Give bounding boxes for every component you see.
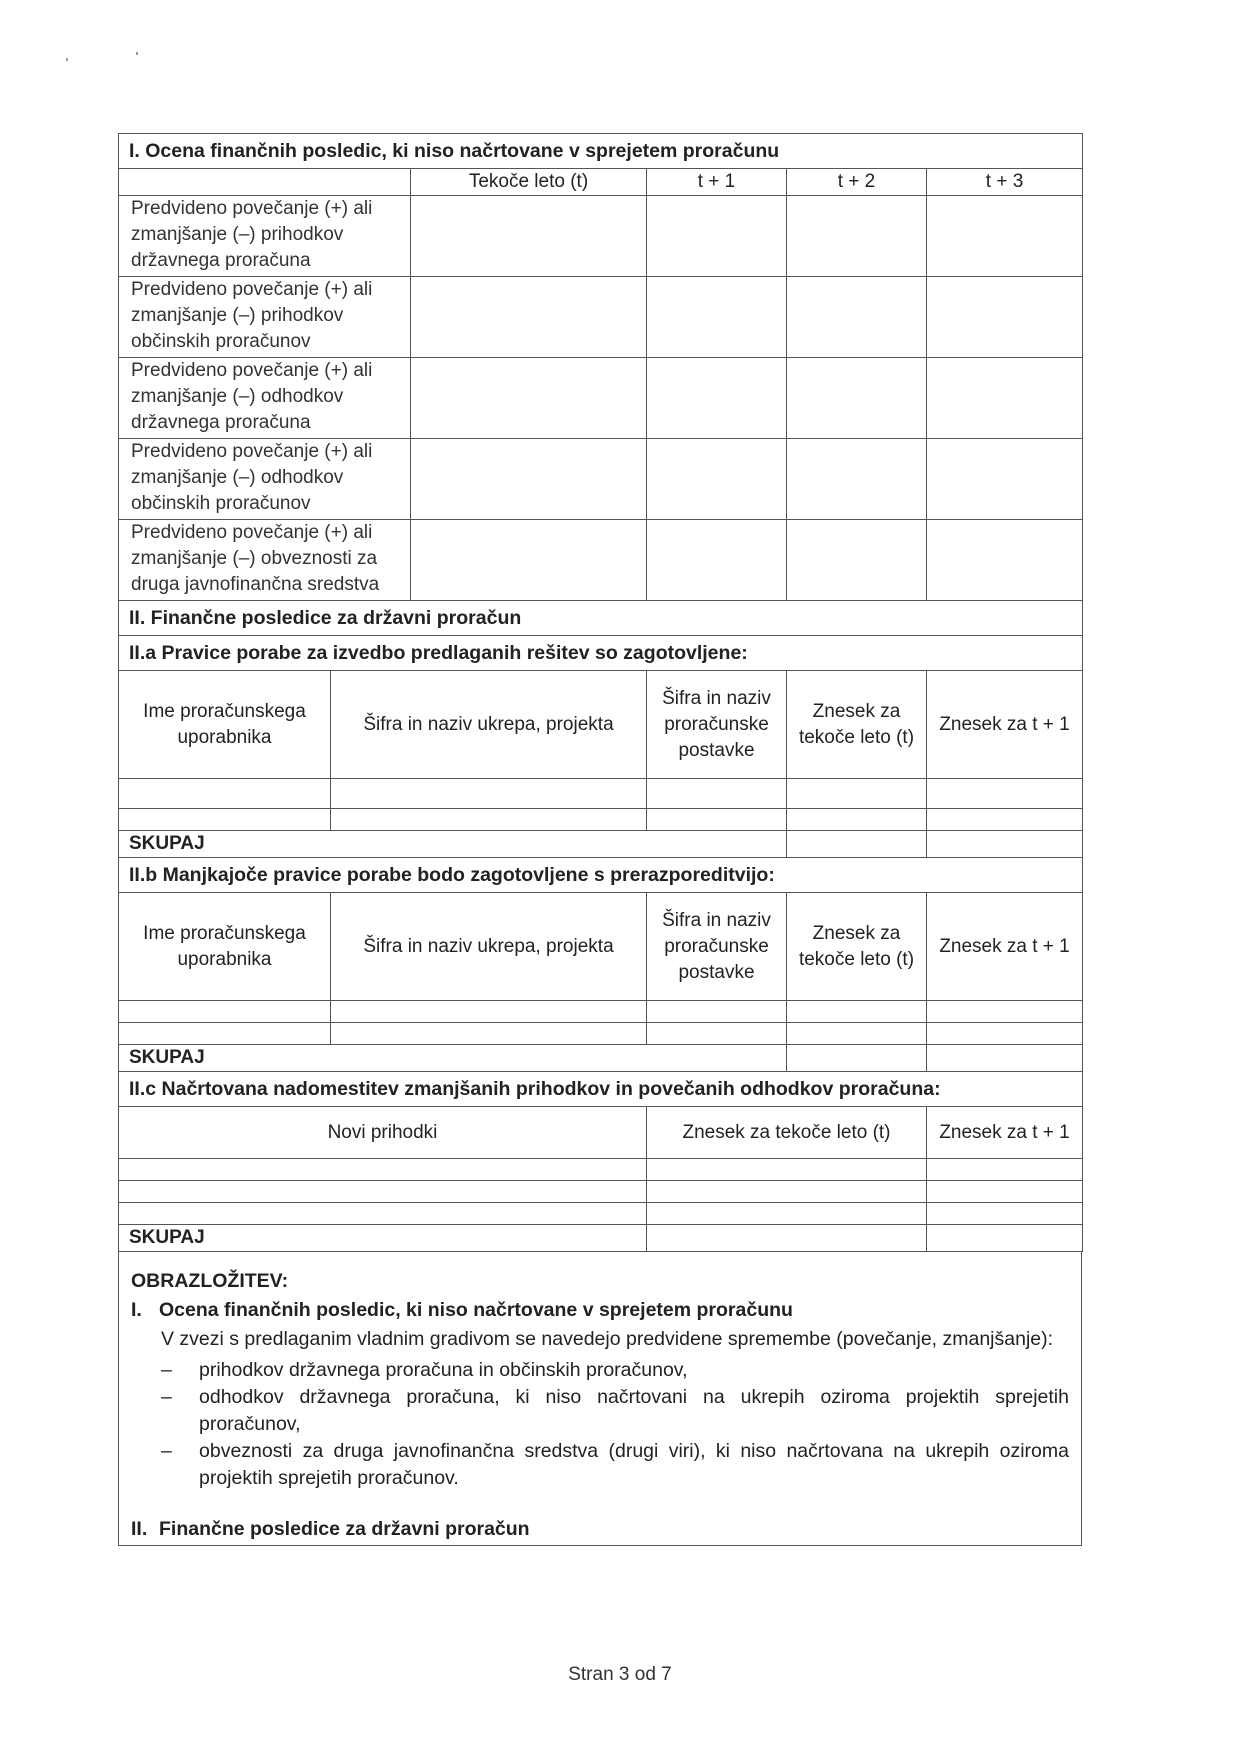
total-cell[interactable] <box>647 1225 927 1252</box>
list-item-text: prihodkov državnega proračuna in občinskih proračunov, <box>199 1359 688 1381</box>
input-cell[interactable] <box>927 1001 1083 1023</box>
obrazlozitev-title: OBRAZLOŽITEV: <box>131 1270 289 1292</box>
section-number: I. <box>131 1299 142 1321</box>
dash-bullet: – <box>161 1386 172 1408</box>
section-iib-title: II.b Manjkajoče pravice porabe bodo zagotovljene s prerazporeditvijo: <box>119 858 1083 893</box>
input-cell[interactable] <box>119 1181 647 1203</box>
value-cell[interactable] <box>927 439 1083 520</box>
value-cell[interactable] <box>927 520 1083 601</box>
header-amount-current: Znesek za tekoče leto (t) <box>647 1107 927 1159</box>
total-cell[interactable] <box>927 831 1083 858</box>
financial-form-table <box>118 133 1083 1252</box>
list-item-text: odhodkov državnega proračuna, ki niso načrtovani na ukrepih oziroma projektih sprejetih proračunov, <box>199 1386 1069 1435</box>
input-cell[interactable] <box>927 1159 1083 1181</box>
header-new-revenue: Novi prihodki <box>119 1107 647 1159</box>
header-amount-current: Znesek za tekoče leto (t) <box>787 671 927 779</box>
input-cell[interactable] <box>927 1181 1083 1203</box>
value-cell[interactable] <box>787 520 927 601</box>
header-budget-item: Šifra in naziv proračunske postavke <box>647 893 787 1001</box>
obrazlozitev-list <box>119 1357 1081 1492</box>
value-cell[interactable] <box>927 277 1083 358</box>
value-cell[interactable] <box>411 520 647 601</box>
value-cell[interactable] <box>787 439 927 520</box>
input-cell[interactable] <box>927 1203 1083 1225</box>
row-label: Predvideno povečanje (+) ali zmanjšanje (–) obveznosti za druga javnofinančna sredstva <box>119 520 411 601</box>
value-cell[interactable] <box>787 358 927 439</box>
header-measure: Šifra in naziv ukrepa, projekta <box>331 893 647 1001</box>
value-cell[interactable] <box>647 358 787 439</box>
list-item <box>161 1438 1069 1492</box>
list-item <box>161 1357 1069 1384</box>
value-cell[interactable] <box>927 358 1083 439</box>
header-user: Ime proračunskega uporabnika <box>119 893 331 1001</box>
section-i-title: I. Ocena finančnih posledic, ki niso načrtovane v sprejetem proračunu <box>119 134 1083 169</box>
total-cell[interactable] <box>787 831 927 858</box>
input-cell[interactable] <box>331 1001 647 1023</box>
input-cell[interactable] <box>331 1023 647 1045</box>
value-cell[interactable] <box>787 277 927 358</box>
list-item-text: obveznosti za druga javnofinančna sredstva (drugi viri), ki niso načrtovana na ukrepih oziroma projektih sprejetih proračunov. <box>199 1440 1069 1489</box>
value-cell[interactable] <box>411 196 647 277</box>
value-cell[interactable] <box>647 439 787 520</box>
input-cell[interactable] <box>647 1203 927 1225</box>
obrazlozitev-paragraph: V zvezi s predlaganim vladnim gradivom se navedejo predvidene spremembe (povečanje, zmanjšanje): <box>161 1328 1054 1350</box>
dash-bullet: – <box>161 1440 172 1462</box>
obrazlozitev-section-ii <box>119 1518 1081 1541</box>
skupaj-label: SKUPAJ <box>119 1045 787 1072</box>
row-label: Predvideno povečanje (+) ali zmanjšanje (–) odhodkov državnega proračuna <box>119 358 411 439</box>
input-cell[interactable] <box>119 809 331 831</box>
input-cell[interactable] <box>119 1001 331 1023</box>
header-blank <box>119 169 411 196</box>
header-budget-item: Šifra in naziv proračunske postavke <box>647 671 787 779</box>
input-cell[interactable] <box>647 809 787 831</box>
obrazlozitev-section-i <box>119 1299 1081 1322</box>
input-cell[interactable] <box>119 1159 647 1181</box>
dash-bullet: – <box>161 1359 172 1381</box>
scan-speck <box>136 52 138 55</box>
value-cell[interactable] <box>647 196 787 277</box>
section-title: Ocena finančnih posledic, ki niso načrtovane v sprejetem proračunu <box>159 1299 793 1321</box>
section-number: II. <box>131 1518 148 1540</box>
header-t-plus-3: t + 3 <box>927 169 1083 196</box>
list-item <box>161 1384 1069 1438</box>
row-label: Predvideno povečanje (+) ali zmanjšanje (–) odhodkov občinskih proračunov <box>119 439 411 520</box>
section-iic-title: II.c Načrtovana nadomestitev zmanjšanih prihodkov in povečanih odhodkov proračuna: <box>119 1072 1083 1107</box>
total-cell[interactable] <box>927 1045 1083 1072</box>
input-cell[interactable] <box>647 779 787 809</box>
section-ii-title: II. Finančne posledice za državni proračun <box>119 601 1083 636</box>
input-cell[interactable] <box>119 1023 331 1045</box>
input-cell[interactable] <box>119 779 331 809</box>
input-cell[interactable] <box>647 1001 787 1023</box>
input-cell[interactable] <box>331 779 647 809</box>
scan-speck <box>66 58 68 61</box>
total-cell[interactable] <box>927 1225 1083 1252</box>
value-cell[interactable] <box>647 520 787 601</box>
input-cell[interactable] <box>787 1023 927 1045</box>
total-cell[interactable] <box>787 1045 927 1072</box>
header-user: Ime proračunskega uporabnika <box>119 671 331 779</box>
value-cell[interactable] <box>411 358 647 439</box>
value-cell[interactable] <box>927 196 1083 277</box>
input-cell[interactable] <box>787 809 927 831</box>
header-current-year: Tekoče leto (t) <box>411 169 647 196</box>
page-number: Stran 3 od 7 <box>568 1664 672 1685</box>
header-amount-t1: Znesek za t + 1 <box>927 671 1083 779</box>
header-amount-t1: Znesek za t + 1 <box>927 1107 1083 1159</box>
row-label: Predvideno povečanje (+) ali zmanjšanje (–) prihodkov občinskih proračunov <box>119 277 411 358</box>
row-label: Predvideno povečanje (+) ali zmanjšanje (–) prihodkov državnega proračuna <box>119 196 411 277</box>
value-cell[interactable] <box>787 196 927 277</box>
form-page <box>118 133 1082 1546</box>
input-cell[interactable] <box>787 1001 927 1023</box>
input-cell[interactable] <box>787 779 927 809</box>
value-cell[interactable] <box>411 277 647 358</box>
section-title: Finančne posledice za državni proračun <box>159 1518 530 1540</box>
header-t-plus-2: t + 2 <box>787 169 927 196</box>
section-iia-title: II.a Pravice porabe za izvedbo predlaganih rešitev so zagotovljene: <box>119 636 1083 671</box>
input-cell[interactable] <box>119 1203 647 1225</box>
input-cell[interactable] <box>927 779 1083 809</box>
input-cell[interactable] <box>927 1023 1083 1045</box>
input-cell[interactable] <box>331 809 647 831</box>
obrazlozitev-block <box>118 1252 1082 1546</box>
header-amount-current: Znesek za tekoče leto (t) <box>787 893 927 1001</box>
input-cell[interactable] <box>647 1159 927 1181</box>
input-cell[interactable] <box>647 1181 927 1203</box>
input-cell[interactable] <box>927 809 1083 831</box>
skupaj-label: SKUPAJ <box>119 1225 647 1252</box>
value-cell[interactable] <box>647 277 787 358</box>
header-t-plus-1: t + 1 <box>647 169 787 196</box>
skupaj-label: SKUPAJ <box>119 831 787 858</box>
input-cell[interactable] <box>647 1023 787 1045</box>
header-amount-t1: Znesek za t + 1 <box>927 893 1083 1001</box>
header-measure: Šifra in naziv ukrepa, projekta <box>331 671 647 779</box>
value-cell[interactable] <box>411 439 647 520</box>
